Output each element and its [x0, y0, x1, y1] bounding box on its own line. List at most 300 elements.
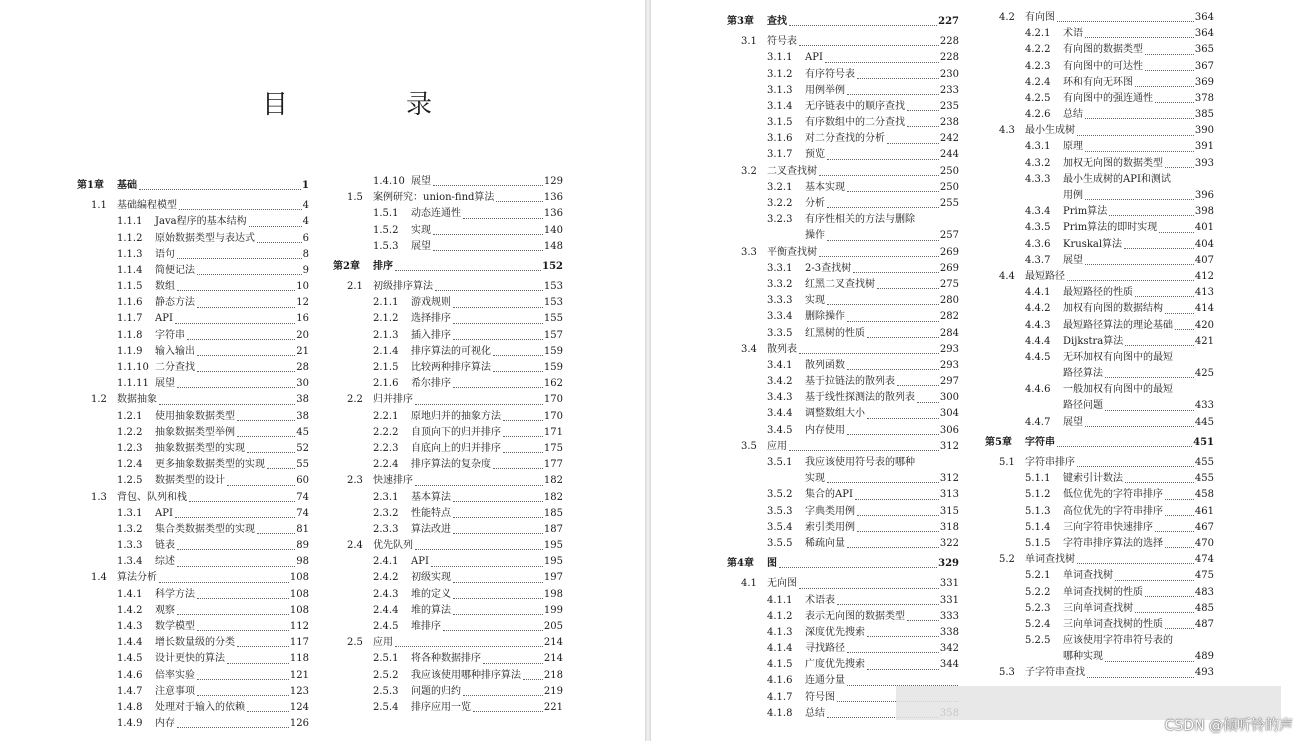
- toc-entry-title: 字符串: [1025, 436, 1055, 448]
- toc-entry-number: 5.2.3: [1025, 602, 1051, 614]
- dot-leader: [867, 418, 939, 419]
- dot-leader: [897, 385, 939, 386]
- dot-leader: [395, 646, 543, 647]
- toc-entry: [77, 522, 309, 538]
- toc-entry: [985, 568, 1214, 584]
- toc-entry-title: 散列表: [767, 343, 797, 355]
- toc-entry-number: 第4章: [727, 558, 754, 570]
- toc-entry-number: 1.1.9: [117, 345, 143, 357]
- toc-entry-page: 280: [939, 295, 959, 307]
- dot-leader: [453, 387, 543, 388]
- toc-entry: [77, 263, 309, 279]
- toc-entry: [727, 641, 959, 657]
- toc-entry-title: 分析: [805, 198, 825, 210]
- toc-entry: [333, 603, 563, 619]
- toc-entry-number: 4.4.2: [1025, 303, 1051, 315]
- dot-leader: [1165, 628, 1194, 629]
- toc-entry-number: 1.1.3: [117, 248, 143, 260]
- toc-entry: [727, 99, 959, 115]
- toc-entry: [77, 651, 309, 667]
- toc-entry-title: 应该使用字符串符号表的: [1063, 635, 1173, 647]
- toc-entry-title: 自底向上的归并排序: [411, 442, 501, 454]
- toc-entry: [985, 649, 1214, 665]
- toc-entry: [727, 390, 959, 406]
- toc-entry: [985, 382, 1214, 398]
- toc-entry-number: 4.3.7: [1025, 254, 1051, 266]
- toc-entry: [333, 587, 563, 603]
- toc-entry-number: 2.2.4: [373, 459, 399, 471]
- toc-entry-number: 4.3.4: [1025, 206, 1051, 218]
- toc-entry-title: 二叉查找树: [767, 165, 817, 177]
- toc-entry-number: 3.2.2: [767, 198, 793, 210]
- toc-entry-page: 126: [289, 718, 309, 730]
- toc-entry-page: 393: [1194, 157, 1214, 169]
- toc-entry-page: 219: [543, 685, 563, 697]
- toc-entry-number: 3.3.2: [767, 278, 793, 290]
- toc-entry-title: 算法分析: [117, 572, 157, 584]
- toc-entry-title: 子字符串查找: [1025, 667, 1085, 679]
- dot-leader: [453, 614, 543, 615]
- toc-entry-title: 处理对于输入的依赖: [155, 701, 245, 713]
- toc-entry: [727, 374, 959, 390]
- toc-entry-page: 445: [1194, 416, 1214, 428]
- dot-leader: [847, 191, 939, 192]
- toc-entry-number: 3.2.3: [767, 214, 793, 226]
- dot-leader: [177, 727, 289, 728]
- dot-leader: [847, 321, 939, 322]
- dot-leader: [1165, 515, 1194, 516]
- toc-column-4: [985, 10, 1214, 682]
- dot-leader: [483, 663, 543, 664]
- toc-entry-number: 4.2: [999, 11, 1015, 23]
- toc-entry-number: 1.1.7: [117, 313, 143, 325]
- toc-entry-number: 1.4.6: [117, 669, 143, 681]
- dot-leader: [1145, 70, 1194, 71]
- toc-entry-page: 195: [543, 556, 563, 568]
- toc-entry-title: 堆的定义: [411, 588, 451, 600]
- toc-entry-title: Prim算法的即时实现: [1063, 222, 1158, 234]
- toc-entry-title: 平衡查找树: [767, 246, 817, 258]
- toc-entry-number: 3.4.4: [767, 408, 793, 420]
- toc-entry-title: 倍率实验: [155, 669, 195, 681]
- toc-entry-number: 2.4.4: [373, 604, 399, 616]
- toc-entry-page: 81: [296, 523, 309, 535]
- toc-entry-number: 5.2.1: [1025, 570, 1051, 582]
- toc-entry-number: 3.3: [741, 246, 757, 258]
- toc-entry-page: 414: [1194, 303, 1214, 315]
- toc-entry-page: 155: [543, 313, 563, 325]
- dot-leader: [1105, 661, 1194, 662]
- toc-entry: [985, 471, 1214, 487]
- toc-entry: [333, 651, 563, 667]
- toc-entry-title: 用例举例: [805, 84, 845, 96]
- dot-leader: [503, 420, 543, 421]
- toc-entry-number: 1.1.1: [117, 216, 143, 228]
- toc-entry-title: 案例研究：union-find算法: [373, 192, 495, 204]
- dot-leader: [827, 159, 939, 160]
- dot-leader: [857, 531, 939, 532]
- dot-leader: [453, 339, 543, 340]
- toc-entry-page: 420: [1194, 319, 1214, 331]
- toc-entry-page: 153: [543, 281, 563, 293]
- toc-entry-number: 1.3.4: [117, 556, 143, 568]
- toc-entry: [333, 328, 563, 344]
- toc-entry-page: 451: [1193, 436, 1214, 448]
- toc-entry-number: 1.4.9: [117, 718, 143, 730]
- dot-leader: [415, 549, 543, 550]
- toc-entry: [77, 538, 309, 554]
- toc-entry-number: 4.2.6: [1025, 109, 1051, 121]
- toc-entry-number: 4.1: [741, 578, 757, 590]
- dot-leader: [1077, 466, 1194, 467]
- toc-entry-number: 1.4.10: [373, 175, 405, 187]
- toc-entry-title: 三向单词查找树的性质: [1063, 618, 1163, 630]
- toc-entry: [727, 131, 959, 147]
- toc-entry-title: Kruskal算法: [1063, 238, 1123, 250]
- dot-leader: [1085, 151, 1194, 152]
- toc-entry: [333, 174, 563, 190]
- toc-entry-page: 269: [939, 262, 959, 274]
- toc-entry-page: 474: [1194, 554, 1214, 566]
- toc-entry-page: 470: [1194, 537, 1214, 549]
- dot-leader: [453, 517, 543, 518]
- toc-entry-title: 堆排序: [411, 621, 441, 633]
- dot-leader: [917, 402, 939, 403]
- toc-entry-title: 一般加权有向图中的最短: [1063, 384, 1173, 396]
- toc-entry: [77, 247, 309, 263]
- toc-entry-number: 4.4.1: [1025, 287, 1051, 299]
- toc-entry-page: 4: [302, 216, 309, 228]
- dot-leader: [197, 630, 289, 631]
- toc-entry: [77, 457, 309, 473]
- dot-leader: [867, 669, 939, 670]
- toc-entry-title: 术语: [1063, 28, 1083, 40]
- toc-entry-page: 228: [939, 52, 959, 64]
- toc-entry-page: 315: [939, 505, 959, 517]
- toc-entry: [333, 490, 563, 506]
- toc-entry-page: 293: [939, 343, 959, 355]
- toc-entry: [985, 520, 1214, 536]
- dot-leader: [433, 250, 543, 251]
- toc-entry-number: 1.4.3: [117, 621, 143, 633]
- dot-leader: [496, 201, 542, 202]
- toc-entry: [77, 473, 309, 489]
- dot-leader: [887, 143, 939, 144]
- toc-entry-title: 比较两种排序算法: [411, 362, 491, 374]
- toc-entry-title: 原理: [1063, 141, 1083, 153]
- toc-entry-title: 插入排序: [411, 329, 451, 341]
- toc-entry-page: 74: [296, 491, 309, 503]
- dot-leader: [237, 646, 289, 647]
- toc-entry-title: 链表: [155, 540, 175, 552]
- toc-entry: [333, 571, 563, 587]
- toc-entry-number: 1.1.4: [117, 264, 143, 276]
- toc-entry-page: 10: [296, 281, 309, 293]
- toc-entry: [727, 471, 959, 487]
- toc-entry-page: 284: [939, 327, 959, 339]
- right-page: [651, 0, 1299, 741]
- toc-entry: [727, 67, 959, 83]
- toc-entry-number: 5.1.3: [1025, 505, 1051, 517]
- toc-entry-title: 低位优先的字符串排序: [1063, 489, 1163, 501]
- toc-entry-title: 实现: [805, 473, 825, 485]
- toc-entry-number: 2.3.3: [373, 523, 399, 535]
- toc-entry-number: 5.1: [999, 457, 1015, 469]
- toc-entry-number: 1.3.1: [117, 507, 143, 519]
- toc-entry-number: 3.3.3: [767, 295, 793, 307]
- toc-entry: [333, 684, 563, 700]
- toc-entry-number: 3.5.1: [767, 457, 793, 469]
- toc-entry-page: 338: [939, 626, 959, 638]
- toc-entry-title: 二分查找: [155, 362, 195, 374]
- toc-entry: [985, 415, 1214, 431]
- dot-leader: [1159, 232, 1194, 233]
- dot-leader: [1087, 677, 1194, 678]
- toc-entry-title: 展望: [411, 240, 431, 252]
- toc-entry-number: 4.3.5: [1025, 222, 1051, 234]
- dot-leader: [435, 290, 543, 291]
- toc-entry-title: 有向图中的强连通性: [1063, 92, 1153, 104]
- toc-entry-number: 2.1.5: [373, 362, 399, 374]
- toc-entry-title: 三向单词查找树: [1063, 602, 1133, 614]
- toc-entry-title: 堆的算法: [411, 604, 451, 616]
- toc-entry: [727, 164, 959, 180]
- toc-entry-title: 基本实现: [805, 181, 845, 193]
- toc-entry-page: 38: [296, 410, 309, 422]
- toc-entry: [77, 716, 309, 732]
- toc-entry-title: 实现: [805, 295, 825, 307]
- toc-entry: [77, 214, 309, 230]
- toc-entry-page: 329: [938, 558, 959, 570]
- toc-entry: [727, 212, 959, 228]
- toc-entry-page: 60: [296, 475, 309, 487]
- dot-leader: [1115, 580, 1194, 581]
- toc-entry-title: 有向图中的可达性: [1063, 60, 1143, 72]
- toc-entry-page: 199: [543, 604, 563, 616]
- toc-entry-page: 123: [289, 685, 309, 697]
- dot-leader: [1175, 329, 1194, 330]
- toc-entry: [333, 223, 563, 239]
- toc-entry-page: 398: [1194, 206, 1214, 218]
- toc-entry-page: 195: [543, 540, 563, 552]
- toc-entry-page: 269: [939, 246, 959, 258]
- toc-entry-title: 有序数组中的二分查找: [805, 117, 905, 129]
- dot-leader: [237, 420, 295, 421]
- toc-entry-page: 378: [1194, 92, 1214, 104]
- toc-entry-title: 抽象数据类型的实现: [155, 442, 245, 454]
- dot-leader: [1155, 102, 1194, 103]
- toc-entry-title: 应用: [373, 637, 393, 649]
- toc-entry: [77, 198, 309, 214]
- dot-leader: [1077, 135, 1194, 136]
- toc-entry-number: 1.4.1: [117, 588, 143, 600]
- toc-entry-page: 30: [296, 378, 309, 390]
- toc-entry-page: 331: [939, 594, 959, 606]
- dot-leader: [1124, 248, 1194, 249]
- dot-leader: [463, 695, 543, 696]
- toc-entry-title: API: [805, 52, 823, 64]
- toc-entry-number: 5.2: [999, 554, 1015, 566]
- dot-leader: [453, 501, 543, 502]
- toc-entry-number: 1.4.8: [117, 701, 143, 713]
- toc-entry-number: 1.3.3: [117, 540, 143, 552]
- dot-leader: [473, 711, 543, 712]
- toc-entry-title: Dijkstra算法: [1063, 335, 1124, 347]
- dot-leader: [503, 436, 543, 437]
- toc-entry-number: 1.3.2: [117, 523, 143, 535]
- toc-entry: [727, 83, 959, 99]
- toc-entry-page: 282: [939, 311, 959, 323]
- toc-entry-page: 455: [1194, 473, 1214, 485]
- dot-leader: [227, 485, 295, 486]
- toc-entry-number: 1.4: [91, 572, 107, 584]
- dot-leader: [175, 323, 295, 324]
- toc-entry-page: 233: [939, 84, 959, 96]
- toc-entry-number: 1.1.8: [117, 329, 143, 341]
- toc-entry: [77, 231, 309, 247]
- dot-leader: [415, 485, 543, 486]
- dot-leader: [177, 566, 295, 567]
- dot-leader: [827, 240, 939, 241]
- toc-entry-page: 170: [543, 410, 563, 422]
- toc-entry-number: 1.1.2: [117, 232, 143, 244]
- toc-entry: [333, 522, 563, 538]
- toc-entry-title: 删除操作: [805, 311, 845, 323]
- dot-leader: [197, 695, 289, 696]
- toc-entry: [985, 504, 1214, 520]
- toc-entry-title: 展望: [1063, 416, 1083, 428]
- toc-entry-page: 318: [939, 521, 959, 533]
- dot-leader: [867, 337, 939, 338]
- toc-entry-title: 初级实现: [411, 572, 451, 584]
- dot-leader: [827, 304, 939, 305]
- toc-entry-page: 396: [1194, 190, 1214, 202]
- toc-entry-title: 路径算法: [1063, 368, 1103, 380]
- toc-entry-title: 2-3查找树: [805, 262, 852, 274]
- toc-entry-title: 用例: [1063, 190, 1083, 202]
- dot-leader: [837, 604, 939, 605]
- toc-entry-page: 250: [939, 181, 959, 193]
- dot-leader: [853, 272, 939, 273]
- toc-entry: [333, 538, 563, 554]
- toc-entry: [985, 601, 1214, 617]
- dot-leader: [907, 620, 939, 621]
- toc-entry: [727, 228, 959, 244]
- toc-entry-number: 5.1.4: [1025, 521, 1051, 533]
- toc-entry: [333, 206, 563, 222]
- toc-entry-page: 257: [939, 230, 959, 242]
- toc-entry-page: 342: [939, 643, 959, 655]
- toc-entry-number: 1.4.5: [117, 653, 143, 665]
- toc-entry: [727, 326, 959, 342]
- toc-entry: [727, 277, 959, 293]
- toc-entry-page: 129: [543, 175, 563, 187]
- toc-entry-title: 使用抽象数据类型: [155, 410, 235, 422]
- toc-entry-title: 静态方法: [155, 297, 195, 309]
- toc-entry: [77, 441, 309, 457]
- toc-entry-title: 原始数据类型与表达式: [155, 232, 255, 244]
- toc-entry-title: 有向图: [1025, 11, 1055, 23]
- toc-entry-title: 算法改进: [411, 523, 451, 535]
- toc-entry-page: 55: [296, 459, 309, 471]
- toc-entry-page: 455: [1194, 457, 1214, 469]
- toc-entry: [985, 366, 1214, 382]
- dot-leader: [177, 290, 295, 291]
- toc-entry-number: 2.4.1: [373, 556, 399, 568]
- toc-entry: [333, 344, 563, 360]
- toc-entry-title: 原地归并的抽象方法: [411, 410, 501, 422]
- toc-entry-title: API: [155, 313, 173, 325]
- toc-entry: [727, 14, 959, 30]
- toc-entry-number: 2.4: [347, 540, 363, 552]
- toc-entry-title: 抽象数据类型举例: [155, 426, 235, 438]
- toc-entry-title: 有序符号表: [805, 68, 855, 80]
- dot-leader: [189, 501, 295, 502]
- toc-entry-page: 369: [1194, 76, 1214, 88]
- dot-leader: [179, 209, 302, 210]
- toc-entry: [333, 409, 563, 425]
- dot-leader: [159, 404, 295, 405]
- toc-entry-number: 5.2.2: [1025, 586, 1051, 598]
- dot-leader: [779, 567, 937, 568]
- dot-leader: [463, 218, 543, 219]
- toc-entry-title: 科学方法: [155, 588, 195, 600]
- toc-entry: [727, 245, 959, 261]
- toc-entry-page: 487: [1194, 618, 1214, 630]
- toc-entry-title: 三向字符串快速排序: [1063, 521, 1153, 533]
- toc-entry-page: 461: [1194, 505, 1214, 517]
- toc-entry: [727, 657, 959, 673]
- toc-entry-number: 3.1.3: [767, 84, 793, 96]
- toc-entry-page: 1: [302, 179, 309, 191]
- toc-entry-number: 5.1.2: [1025, 489, 1051, 501]
- dot-leader: [819, 256, 939, 257]
- toc-entry-number: 4.2.3: [1025, 60, 1051, 72]
- toc-entry-title: 路径问题: [1063, 400, 1103, 412]
- toc-entry: [77, 684, 309, 700]
- toc-entry-title: 对二分查找的分析: [805, 133, 885, 145]
- toc-entry: [333, 457, 563, 473]
- toc-entry: [985, 188, 1214, 204]
- dot-leader: [1067, 280, 1194, 281]
- dot-leader: [1109, 215, 1194, 216]
- toc-entry: [727, 556, 959, 572]
- toc-entry-title: 数学模型: [155, 621, 195, 633]
- toc-entry-number: 4.2.4: [1025, 76, 1051, 88]
- toc-entry-number: 3.5.4: [767, 521, 793, 533]
- toc-entry-number: 4.3.1: [1025, 141, 1051, 153]
- dot-leader: [789, 25, 937, 26]
- toc-entry-title: 寻找路径: [805, 643, 845, 655]
- dot-leader: [1085, 264, 1194, 265]
- toc-entry-number: 5.1.5: [1025, 537, 1051, 549]
- toc-entry: [727, 625, 959, 641]
- dot-leader: [433, 185, 543, 186]
- toc-entry-page: 313: [939, 489, 959, 501]
- dot-leader: [847, 434, 939, 435]
- toc-entry-page: 118: [289, 653, 309, 665]
- toc-entry-page: 148: [543, 240, 563, 252]
- toc-entry-title: 最短路径算法的理论基础: [1063, 319, 1173, 331]
- dot-leader: [249, 226, 302, 227]
- toc-entry-number: 2.5.1: [373, 653, 399, 665]
- toc-entry: [333, 295, 563, 311]
- toc-entry: [727, 196, 959, 212]
- toc-entry-page: 300: [939, 392, 959, 404]
- toc-entry-title: 最小生成树的API和测试: [1063, 173, 1171, 185]
- toc-entry-number: 2.1.1: [373, 297, 399, 309]
- toc-entry-title: 更多抽象数据类型的实现: [155, 459, 265, 471]
